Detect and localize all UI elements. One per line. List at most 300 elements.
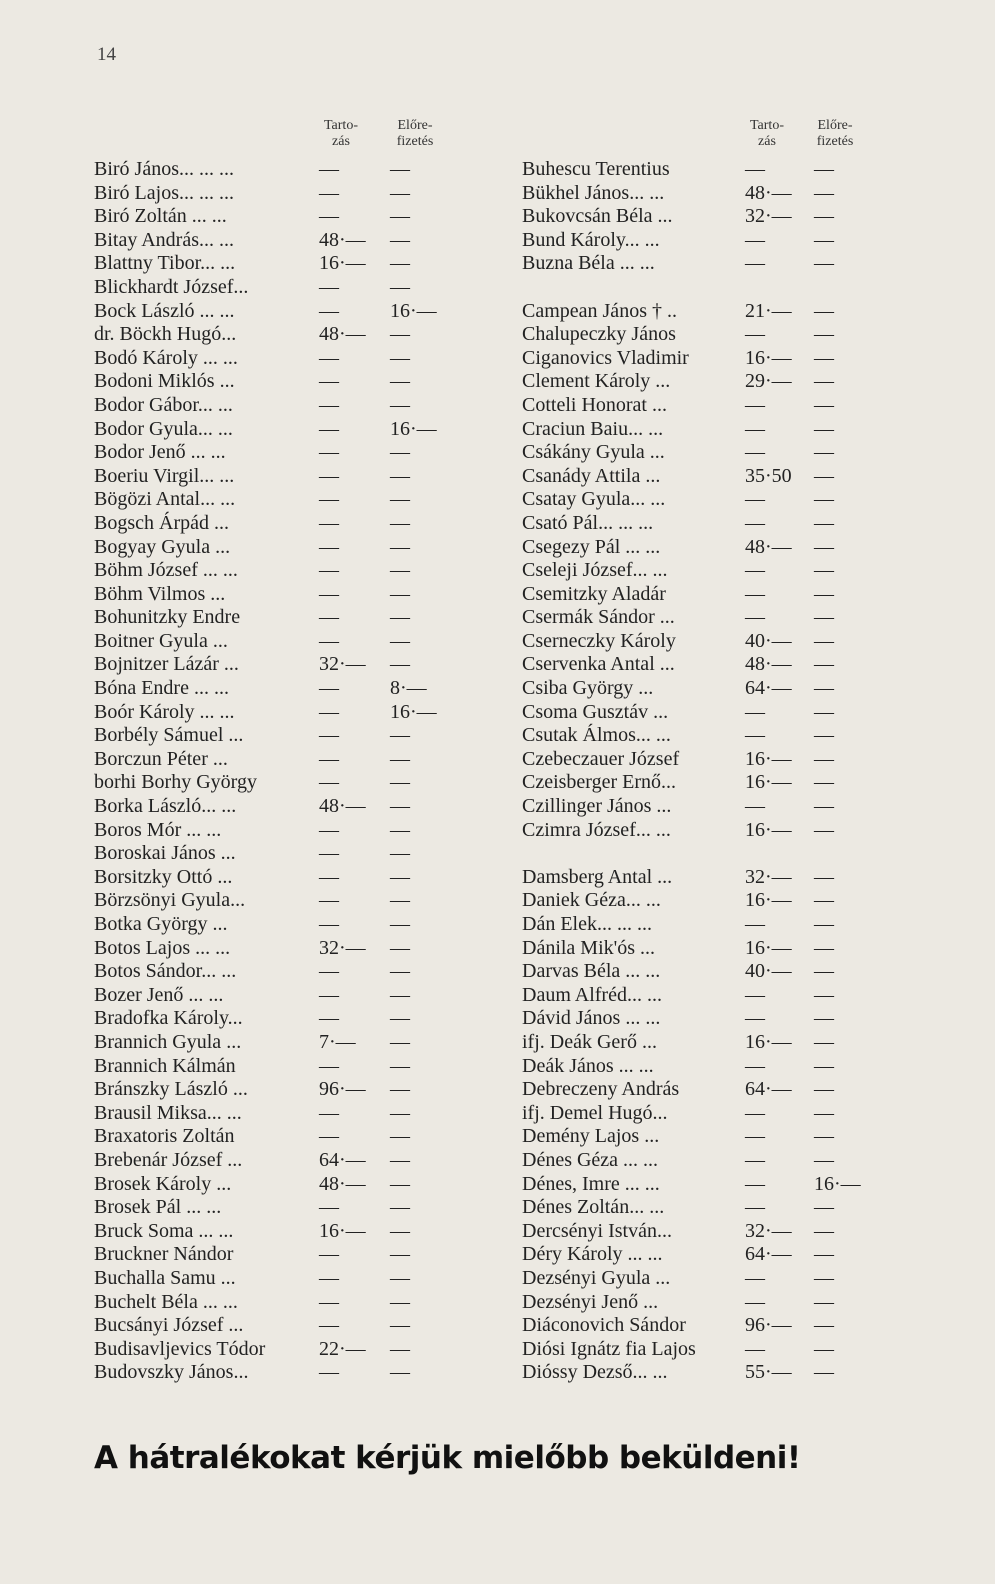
elofizetes-value: — xyxy=(390,653,410,676)
tartozas-value: — xyxy=(745,1337,765,1360)
elofizetes-value: — xyxy=(390,370,410,393)
tartozas-value: 40·— xyxy=(745,960,792,983)
elofizetes-value: — xyxy=(390,795,410,818)
member-name: Bock László ... ... xyxy=(94,299,235,322)
elofizetes-value: — xyxy=(390,629,410,652)
tartozas-value: — xyxy=(745,559,765,582)
tartozas-value: 64·— xyxy=(745,1078,792,1101)
elofizetes-value: — xyxy=(814,511,834,534)
elofizetes-value: — xyxy=(814,795,834,818)
tartozas-value: — xyxy=(319,818,339,841)
elofizetes-value: — xyxy=(390,582,410,605)
tartozas-value: — xyxy=(745,488,765,511)
tartozas-value: 64·— xyxy=(745,1243,792,1266)
member-name: Brannich Kálmán xyxy=(94,1054,236,1077)
tartozas-value: 7·— xyxy=(319,1030,356,1053)
elofizetes-value: — xyxy=(814,936,834,959)
elofizetes-value: — xyxy=(390,535,410,558)
tartozas-value: 96·— xyxy=(745,1314,792,1337)
member-name: Czillinger János ... xyxy=(522,795,672,818)
elofizetes-value: — xyxy=(390,771,410,794)
member-name: Bránszky László ... xyxy=(94,1078,248,1101)
elofizetes-value: — xyxy=(390,1314,410,1337)
member-name: Borka László... ... xyxy=(94,795,237,818)
tartozas-value: — xyxy=(745,700,765,723)
elofizetes-value: — xyxy=(814,559,834,582)
tartozas-value: 16·— xyxy=(745,1030,792,1053)
tartozas-value: — xyxy=(319,370,339,393)
tartozas-value: — xyxy=(745,417,765,440)
elofizetes-value: — xyxy=(814,1314,834,1337)
tartozas-value: — xyxy=(319,960,339,983)
member-name: Bóna Endre ... ... xyxy=(94,677,229,700)
elofizetes-value: — xyxy=(390,275,410,298)
elofizetes-value: — xyxy=(390,1196,410,1219)
tartozas-value: 48·— xyxy=(745,653,792,676)
tartozas-value: — xyxy=(319,1054,339,1077)
header-tartozas: Tarto- zás xyxy=(749,118,784,149)
member-name: Chalupeczky János xyxy=(522,323,676,346)
elofizetes-value: — xyxy=(814,1007,834,1030)
member-name: Dióssy Dezső... ... xyxy=(522,1361,668,1384)
member-name: Clement Károly ... xyxy=(522,370,671,393)
elofizetes-value: — xyxy=(390,1219,410,1242)
member-name: Biró Zoltán ... ... xyxy=(94,205,227,228)
elofizetes-value: — xyxy=(814,441,834,464)
member-name: Bruck Soma ... ... xyxy=(94,1219,234,1242)
elofizetes-value: — xyxy=(390,913,410,935)
member-name: Csiba György ... xyxy=(522,677,654,700)
member-name: Daum Alfréd... ... xyxy=(522,983,662,1006)
tartozas-value: — xyxy=(319,842,339,865)
member-name: Czebeczauer József xyxy=(522,747,680,770)
tartozas-value: — xyxy=(745,228,765,251)
elofizetes-value: — xyxy=(390,464,410,487)
tartozas-value: — xyxy=(319,299,339,322)
member-name: Czimra József... ... xyxy=(522,818,671,841)
member-name: Bodó Károly ... ... xyxy=(94,346,238,369)
member-name: Biró Lajos... ... ... xyxy=(94,181,234,204)
elofizetes-value: — xyxy=(390,960,410,983)
elofizetes-value: — xyxy=(814,960,834,983)
member-name: Dénes Zoltán... ... xyxy=(522,1196,665,1219)
tartozas-value: — xyxy=(319,181,339,204)
tartozas-value: 35·50 xyxy=(745,464,792,487)
elofizetes-value: — xyxy=(390,1101,410,1124)
member-name: Darvas Béla ... ... xyxy=(522,960,661,983)
tartozas-value: — xyxy=(319,393,339,416)
tartozas-value: — xyxy=(319,158,339,180)
tartozas-value: — xyxy=(319,889,339,912)
member-name: Dánila Mik'ós ... xyxy=(522,936,656,959)
elofizetes-value: — xyxy=(390,865,410,888)
member-name: Cseleji József... ... xyxy=(522,559,668,582)
elofizetes-value: 16·— xyxy=(390,299,437,322)
member-name: Blattny Tibor... ... xyxy=(94,252,236,275)
elofizetes-value: — xyxy=(814,1101,834,1124)
member-name: Buhescu Terentius xyxy=(522,158,670,180)
member-name: Budisavljevics Tódor xyxy=(94,1337,266,1360)
elofizetes-value: — xyxy=(814,393,834,416)
elofizetes-value: — xyxy=(814,1290,834,1313)
elofizetes-value: — xyxy=(814,771,834,794)
elofizetes-value: — xyxy=(814,205,834,228)
tartozas-value: — xyxy=(319,205,339,228)
elofizetes-value: — xyxy=(814,181,834,204)
tartozas-value: — xyxy=(319,629,339,652)
tartozas-value: — xyxy=(745,795,765,818)
elofizetes-value: — xyxy=(390,323,410,346)
tartozas-value: 48·— xyxy=(745,181,792,204)
elofizetes-value: — xyxy=(814,488,834,511)
tartozas-value: — xyxy=(745,393,765,416)
tartozas-value: — xyxy=(745,983,765,1006)
tartozas-value: 29·— xyxy=(745,370,792,393)
elofizetes-value: — xyxy=(814,606,834,629)
member-name: Debreczeny András xyxy=(522,1078,680,1101)
member-name: Bojnitzer Lázár ... xyxy=(94,653,239,676)
member-name: Bitay András... ... xyxy=(94,228,234,251)
tartozas-value: — xyxy=(319,1007,339,1030)
elofizetes-value: — xyxy=(814,1125,834,1148)
elofizetes-value: — xyxy=(390,1030,410,1053)
member-name: Diósi Ignátz fia Lajos xyxy=(522,1337,696,1360)
tartozas-value: — xyxy=(745,1148,765,1171)
member-name: Bucsányi József ... xyxy=(94,1314,244,1337)
elofizetes-value: — xyxy=(814,653,834,676)
elofizetes-value: 16·— xyxy=(814,1172,861,1195)
elofizetes-value: — xyxy=(814,464,834,487)
page-number: 14 xyxy=(97,44,116,65)
elofizetes-value: — xyxy=(814,983,834,1006)
member-name: Botka György ... xyxy=(94,913,228,935)
elofizetes-value: — xyxy=(390,181,410,204)
member-name: Buchalla Samu ... xyxy=(94,1266,236,1289)
member-name: Dán Elek... ... ... xyxy=(522,913,652,935)
member-name: Cserneczky Károly xyxy=(522,629,676,652)
tartozas-value: — xyxy=(319,865,339,888)
member-name: Csatay Gyula... ... xyxy=(522,488,666,511)
member-name: Bögözi Antal... ... xyxy=(94,488,236,511)
tartozas-value: — xyxy=(745,606,765,629)
member-name: Dezsényi Jenő ... xyxy=(522,1290,659,1313)
elofizetes-value: — xyxy=(814,1196,834,1219)
member-name: dr. Böckh Hugó... xyxy=(94,323,237,346)
tartozas-value: — xyxy=(319,582,339,605)
member-name: Craciun Baiu... ... xyxy=(522,417,664,440)
elofizetes-value: — xyxy=(390,1290,410,1313)
elofizetes-value: — xyxy=(390,1243,410,1266)
member-name: Bund Károly... ... xyxy=(522,228,660,251)
elofizetes-value: — xyxy=(390,1078,410,1101)
elofizetes-value: — xyxy=(390,158,410,180)
tartozas-value: — xyxy=(319,441,339,464)
member-name: Campean János † .. xyxy=(522,299,677,322)
tartozas-value: — xyxy=(745,913,765,935)
elofizetes-value: — xyxy=(390,1054,410,1077)
tartozas-value: — xyxy=(745,441,765,464)
elofizetes-value: — xyxy=(814,299,834,322)
member-name: Boroskai János ... xyxy=(94,842,236,865)
tartozas-value: — xyxy=(319,417,339,440)
tartozas-value: 16·— xyxy=(745,747,792,770)
member-name: Cotteli Honorat ... xyxy=(522,393,667,416)
member-name: Bozer Jenő ... ... xyxy=(94,983,224,1006)
elofizetes-value: — xyxy=(814,629,834,652)
member-name: Csató Pál... ... ... xyxy=(522,511,654,534)
elofizetes-value: — xyxy=(814,228,834,251)
elofizetes-value: — xyxy=(390,559,410,582)
tartozas-value: — xyxy=(745,724,765,747)
member-name: Buchelt Béla ... ... xyxy=(94,1290,238,1313)
elofizetes-value: — xyxy=(390,441,410,464)
elofizetes-value: — xyxy=(390,936,410,959)
member-name: Brausil Miksa... ... xyxy=(94,1101,242,1124)
tartozas-value: — xyxy=(745,1196,765,1219)
member-name: Bogsch Árpád ... xyxy=(94,511,229,534)
member-name: Csutak Álmos... ... xyxy=(522,724,671,747)
member-name: Brosek Pál ... ... xyxy=(94,1196,222,1219)
elofizetes-value: — xyxy=(390,252,410,275)
tartozas-value: — xyxy=(745,252,765,275)
tartozas-value: — xyxy=(319,535,339,558)
elofizetes-value: — xyxy=(390,1148,410,1171)
member-name: Dénes Géza ... ... xyxy=(522,1148,659,1171)
member-name: Bohunitzky Endre xyxy=(94,606,241,629)
elofizetes-value: — xyxy=(390,842,410,865)
elofizetes-value: — xyxy=(814,889,834,912)
member-name: Biró János... ... ... xyxy=(94,158,234,180)
tartozas-value: 16·— xyxy=(745,771,792,794)
tartozas-value: — xyxy=(319,700,339,723)
member-name: Boór Károly ... ... xyxy=(94,700,235,723)
member-name: Csanády Attila ... xyxy=(522,464,661,487)
tartozas-value: — xyxy=(745,1125,765,1148)
tartozas-value: — xyxy=(745,1290,765,1313)
tartozas-value: — xyxy=(319,771,339,794)
member-name: Brosek Károly ... xyxy=(94,1172,232,1195)
elofizetes-value: — xyxy=(390,228,410,251)
elofizetes-value: — xyxy=(814,1030,834,1053)
elofizetes-value: — xyxy=(814,1219,834,1242)
tartozas-value: — xyxy=(745,1266,765,1289)
tartozas-value: 32·— xyxy=(319,936,366,959)
member-name: borhi Borhy György xyxy=(94,771,257,794)
tartozas-value: — xyxy=(319,1361,339,1384)
member-name: Boros Mór ... ... xyxy=(94,818,222,841)
elofizetes-value: — xyxy=(390,747,410,770)
header-elofizetes: Előre- fizetés xyxy=(396,118,434,149)
member-name: Ciganovics Vladimir xyxy=(522,346,689,369)
elofizetes-value: — xyxy=(814,346,834,369)
tartozas-value: — xyxy=(319,464,339,487)
member-name: Bükhel János... ... xyxy=(522,181,665,204)
elofizetes-value: — xyxy=(814,582,834,605)
tartozas-value: — xyxy=(745,1007,765,1030)
tartozas-value: 16·— xyxy=(745,818,792,841)
elofizetes-value: — xyxy=(390,1337,410,1360)
member-name: Dénes, Imre ... ... xyxy=(522,1172,660,1195)
elofizetes-value: 8·— xyxy=(390,677,427,700)
member-name: Blickhardt József... xyxy=(94,275,249,298)
member-name: Diáconovich Sándor xyxy=(522,1314,686,1337)
tartozas-value: 48·— xyxy=(319,1172,366,1195)
member-name: Brannich Gyula ... xyxy=(94,1030,242,1053)
member-name: Böhm Vilmos ... xyxy=(94,582,226,605)
elofizetes-value: — xyxy=(814,158,834,180)
tartozas-value: — xyxy=(319,983,339,1006)
tartozas-value: — xyxy=(319,275,339,298)
elofizetes-value: — xyxy=(390,1266,410,1289)
member-name: Dezsényi Gyula ... xyxy=(522,1266,671,1289)
elofizetes-value: — xyxy=(814,370,834,393)
tartozas-value: — xyxy=(319,677,339,700)
elofizetes-value: — xyxy=(814,913,834,935)
member-name: Borczun Péter ... xyxy=(94,747,228,770)
member-name: Botos Sándor... ... xyxy=(94,960,237,983)
elofizetes-value: — xyxy=(814,1148,834,1171)
member-name: Csermák Sándor ... xyxy=(522,606,675,629)
elofizetes-value: — xyxy=(814,252,834,275)
header-elofizetes: Előre- fizetés xyxy=(816,118,854,149)
elofizetes-value: — xyxy=(390,1007,410,1030)
tartozas-value: — xyxy=(319,1101,339,1124)
tartozas-value: 32·— xyxy=(319,653,366,676)
tartozas-value: 48·— xyxy=(319,228,366,251)
tartozas-value: — xyxy=(319,747,339,770)
member-name: Cservenka Antal ... xyxy=(522,653,675,676)
tartozas-value: — xyxy=(745,1101,765,1124)
tartozas-value: — xyxy=(745,158,765,180)
tartozas-value: 64·— xyxy=(319,1148,366,1171)
tartozas-value: 32·— xyxy=(745,1219,792,1242)
elofizetes-value: — xyxy=(814,1078,834,1101)
tartozas-value: — xyxy=(319,1266,339,1289)
elofizetes-value: — xyxy=(814,1054,834,1077)
tartozas-value: — xyxy=(745,1172,765,1195)
tartozas-value: — xyxy=(319,559,339,582)
elofizetes-value: — xyxy=(814,323,834,346)
elofizetes-value: — xyxy=(390,606,410,629)
tartozas-value: — xyxy=(319,1290,339,1313)
tartozas-value: 48·— xyxy=(745,535,792,558)
member-name: Bodor Jenő ... ... xyxy=(94,441,226,464)
member-name: Bruckner Nándor xyxy=(94,1243,234,1266)
member-name: Boeriu Virgil... ... xyxy=(94,464,235,487)
header-tartozas: Tarto- zás xyxy=(323,118,358,149)
elofizetes-value: — xyxy=(814,1266,834,1289)
tartozas-value: 55·— xyxy=(745,1361,792,1384)
member-name: Demény Lajos ... xyxy=(522,1125,660,1148)
tartozas-value: — xyxy=(319,511,339,534)
member-name: Damsberg Antal ... xyxy=(522,865,673,888)
member-name: Budovszky János... xyxy=(94,1361,249,1384)
elofizetes-value: — xyxy=(814,417,834,440)
member-name: Csemitzky Aladár xyxy=(522,582,666,605)
elofizetes-value: — xyxy=(390,1172,410,1195)
elofizetes-value: — xyxy=(390,724,410,747)
member-name: Dercsényi István... xyxy=(522,1219,672,1242)
member-name: Bogyay Gyula ... xyxy=(94,535,231,558)
member-name: Boitner Gyula ... xyxy=(94,629,228,652)
tartozas-value: 64·— xyxy=(745,677,792,700)
elofizetes-value: — xyxy=(814,1337,834,1360)
elofizetes-value: — xyxy=(814,700,834,723)
member-name: Czeisberger Ernő... xyxy=(522,771,677,794)
tartozas-value: 16·— xyxy=(745,936,792,959)
member-name: ifj. Demel Hugó... xyxy=(522,1101,668,1124)
member-name: Deák János ... ... xyxy=(522,1054,654,1077)
member-name: Borsitzky Ottó ... xyxy=(94,865,233,888)
elofizetes-value: — xyxy=(814,747,834,770)
tartozas-value: — xyxy=(319,1243,339,1266)
tartozas-value: — xyxy=(319,1314,339,1337)
member-name: Brebenár József ... xyxy=(94,1148,243,1171)
member-name: Borbély Sámuel ... xyxy=(94,724,244,747)
elofizetes-value: — xyxy=(390,889,410,912)
tartozas-value: 40·— xyxy=(745,629,792,652)
tartozas-value: — xyxy=(319,1196,339,1219)
tartozas-value: — xyxy=(745,323,765,346)
elofizetes-value: — xyxy=(814,1361,834,1384)
member-name: Bodor Gábor... ... xyxy=(94,393,233,416)
tartozas-value: 16·— xyxy=(745,346,792,369)
member-name: Bukovcsán Béla ... xyxy=(522,205,673,228)
tartozas-value: — xyxy=(319,606,339,629)
member-name: Buzna Béla ... ... xyxy=(522,252,655,275)
tartozas-value: 48·— xyxy=(319,323,366,346)
elofizetes-value: — xyxy=(814,865,834,888)
tartozas-value: — xyxy=(745,511,765,534)
footer-note: A hátralékokat kérjük mielőbb beküldeni! xyxy=(94,1440,801,1476)
elofizetes-value: — xyxy=(390,393,410,416)
member-name: Bodor Gyula... ... xyxy=(94,417,233,440)
member-name: Csoma Gusztáv ... xyxy=(522,700,669,723)
tartozas-value: 22·— xyxy=(319,1337,366,1360)
elofizetes-value: — xyxy=(390,818,410,841)
elofizetes-value: — xyxy=(390,1361,410,1384)
tartozas-value: — xyxy=(745,1054,765,1077)
elofizetes-value: — xyxy=(390,205,410,228)
member-name: ifj. Deák Gerő ... xyxy=(522,1030,657,1053)
member-name: Bodoni Miklós ... xyxy=(94,370,235,393)
member-name: Braxatoris Zoltán xyxy=(94,1125,235,1148)
tartozas-value: 16·— xyxy=(745,889,792,912)
elofizetes-value: 16·— xyxy=(390,700,437,723)
elofizetes-value: — xyxy=(390,511,410,534)
tartozas-value: — xyxy=(319,724,339,747)
tartozas-value: — xyxy=(319,1125,339,1148)
elofizetes-value: — xyxy=(390,346,410,369)
tartozas-value: 96·— xyxy=(319,1078,366,1101)
elofizetes-value: 16·— xyxy=(390,417,437,440)
member-name: Csegezy Pál ... ... xyxy=(522,535,661,558)
tartozas-value: — xyxy=(319,346,339,369)
tartozas-value: 21·— xyxy=(745,299,792,322)
member-name: Börzsönyi Gyula... xyxy=(94,889,246,912)
elofizetes-value: — xyxy=(814,677,834,700)
tartozas-value: 48·— xyxy=(319,795,366,818)
tartozas-value: 16·— xyxy=(319,1219,366,1242)
member-name: Dávid János ... ... xyxy=(522,1007,661,1030)
tartozas-value: 32·— xyxy=(745,865,792,888)
member-name: Csákány Gyula ... xyxy=(522,441,665,464)
tartozas-value: — xyxy=(745,582,765,605)
tartozas-value: — xyxy=(319,913,339,935)
elofizetes-value: — xyxy=(390,488,410,511)
elofizetes-value: — xyxy=(814,724,834,747)
member-name: Déry Károly ... ... xyxy=(522,1243,663,1266)
